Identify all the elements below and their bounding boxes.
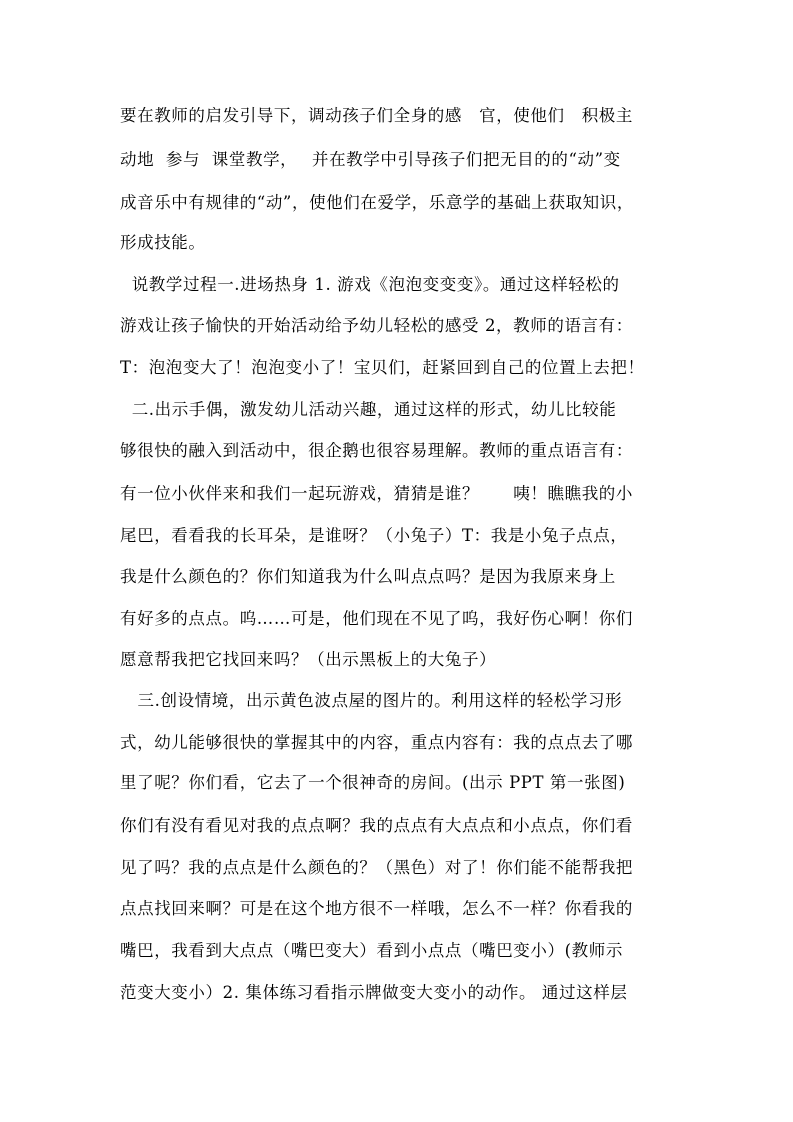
text-line: 游戏让孩子愉快的开始活动给予幼儿轻松的感受 2，教师的语言有：	[120, 316, 633, 335]
text-line: 你们有没有看见对我的点点啊？我的点点有大点点和小点点，你们看	[120, 816, 633, 835]
text-line: 愿意帮我把它找回来吗？（出示黑板上的大兔子）	[120, 650, 497, 669]
text-line: 二.出示手偶，激发幼儿活动兴趣，通过这样的形式，幼儿比较能	[120, 400, 617, 419]
text-line: 式，幼儿能够很快的掌握其中的内容，重点内容有：我的点点去了哪	[120, 733, 633, 752]
text-line: 有好多的点点。呜……可是，他们现在不见了呜，我好伤心啊！你们	[120, 609, 633, 628]
text-line: 点点找回来啊？可是在这个地方很不一样哦，怎么不一样？你看我的	[120, 899, 633, 918]
text-line: 尾巴，看看我的长耳朵，是谁呀？（小兔子）T：我是小兔子点点，	[120, 526, 628, 545]
text-line: 够很快的融入到活动中，很企鹅也很容易理解。教师的重点语言有：	[120, 441, 633, 460]
text-line: 有一位小伙伴来和我们一起玩游戏，猜猜是谁？ 咦！瞧瞧我的小	[120, 484, 633, 503]
text-line: 里了呢？你们看，它去了一个很神奇的房间。(出示 PPT 第一张图)	[120, 773, 626, 792]
text-line: 我是什么颜色的？你们知道我为什么叫点点吗？是因为我原来身上	[120, 567, 616, 586]
text-line: 范变大变小）2. 集体练习看指示牌做变大变小的动作。 通过这样层	[120, 983, 628, 1002]
text-line: 成音乐中有规律的“动”，使他们在爱学，乐意学的基础上获取知识，	[120, 193, 634, 212]
text-line: 三.创设情境，出示黄色波点屋的图片的。利用这样的轻松学习形	[120, 691, 623, 710]
text-line: 动地 参与 课堂教学， 并在教学中引导孩子们把无目的的“动”变	[120, 150, 621, 169]
text-line: 见了吗？我的点点是什么颜色的？（黑色）对了！你们能不能帮我把	[120, 858, 633, 877]
text-line: 要在教师的启发引导下，调动孩子们全身的感 官，使他们 积极主	[120, 106, 633, 125]
text-line: 嘴巴，我看到大点点（嘴巴变大）看到小点点（嘴巴变小）(教师示	[120, 941, 623, 960]
text-line: 说教学过程一.进场热身 1. 游戏《泡泡变变变》。通过这样轻松的	[120, 275, 620, 294]
text-line: 形成技能。	[120, 233, 206, 252]
text-line: T：泡泡变大了！泡泡变小了！宝贝们，赶紧回到自己的位置上去把！	[120, 358, 645, 377]
